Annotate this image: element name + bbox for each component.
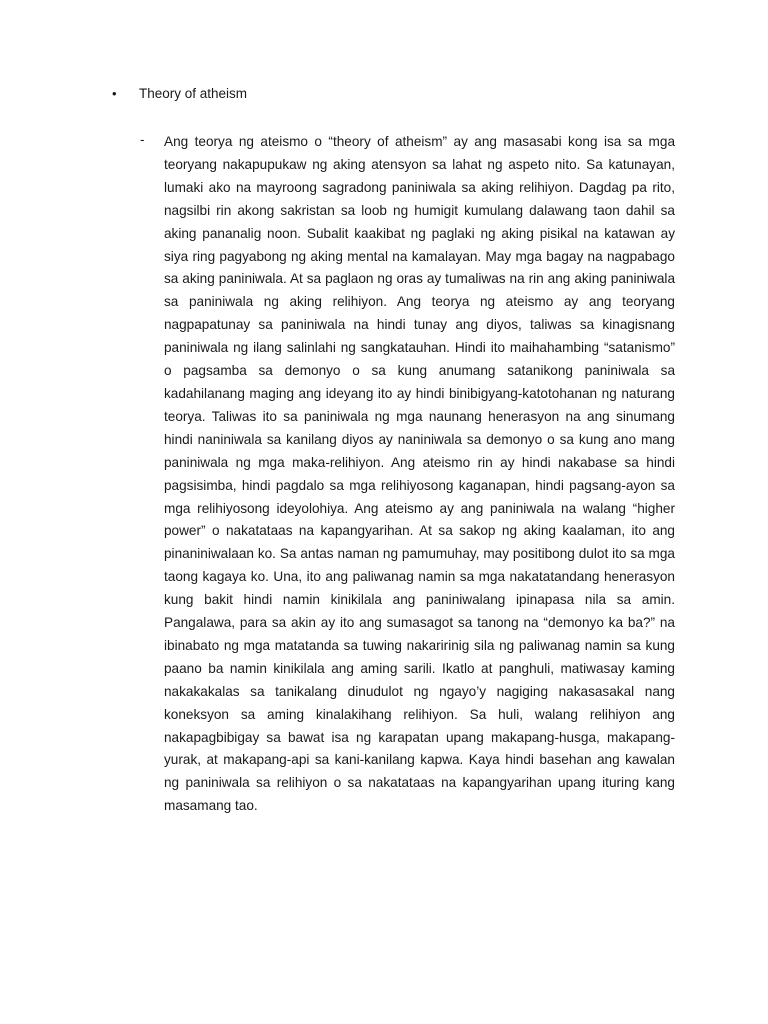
bullet-icon: • [112, 86, 117, 101]
bullet-item [112, 86, 247, 101]
dash-marker: - [140, 132, 145, 147]
section-title: Theory of atheism [139, 86, 248, 101]
body-paragraph: Ang teorya ng ateismo o “theory of atheism” ay ang masasabi kong isa sa mga teoryang nakapupukaw ng aking atensyon sa lahat ng aspeto nito. Sa katunayan, lumaki ako na mayroong sagradong paniniwala sa aking relihiyon. Dagdag pa rito, nagsilbi rin akong sakristan sa loob ng humigit kumulang dalawang taon dahil sa aking pananalig noon. Subalit kaakibat ng paglaki ng aking pisikal na katawan ay siya ring pagyabong ng aking mental na kamalayan. May mga bagay na nagpabago sa aking paniniwala. At sa paglaon ng oras ay tumaliwas na rin ang aking paniniwala sa paniniwala ng aking relihiyon. Ang teorya ng ateismo ay ang teoryang nagpapatunay sa paniniwala na hindi tunay ang diyos, taliwas sa kinagisnang paniniwala ng ilang salinlahi ng sangkatauhan. Hindi ito maihahambing “satanismo” o pagsamba sa demonyo o sa kung anumang satanikong paniniwala sa kadahilanang maging ang ideyang ito ay hindi binibigyang-katotohanan ng naturang teorya. Taliwas ito sa paniniwala ng mga naunang henerasyon na ang sinumang hindi naniniwala sa kanilang diyos ay naniniwala sa demonyo o sa kung ano mang paniniwala ng mga maka-relihiyon. Ang ateismo rin ay hindi nakabase sa hindi pagsisimba, hindi pagdalo sa mga relihiyosong kaganapan, hindi pagsang-ayon sa mga relihiyosong ideyolohiya. Ang ateismo ay ang paniniwala na walang “higher power” o nakatataas na kapangyarihan. At sa sakop ng aking kaalaman, ito ang pinaniniwalaan ko. Sa antas naman ng pamumuhay, may positibong dulot ito sa mga taong kagaya ko. Una, ito ang paliwanag namin sa mga nakatatandang henerasyon kung bakit hindi namin kinikilala ang paniniwalang ipinapasa nila sa amin. Pangalawa, para sa akin ay ito ang sumasagot sa tanong na “demonyo ka ba?” na ibinabato ng mga matatanda sa tuwing nakaririnig sila ng paliwanag namin sa kung paano ba namin kinikilala ang aming sarili. Ikatlo at panghuli, matiwasay kaming nakakakalas sa tanikalang dinudulot ng ngayo’y nagiging nakasasakal nang koneksyon sa aming kinalakihang relihiyon. Sa huli, walang relihiyon ang nakapagbibigay sa bawat isa ng karapatan upang makapang-husga, makapang-yurak, at makapang-api sa kani-kanilang kapwa. Kaya hindi basehan ang kawalan ng paniniwala sa relihiyon o sa nakatataas na kapangyarihan upang ituring kang masamang tao. [164, 134, 675, 814]
